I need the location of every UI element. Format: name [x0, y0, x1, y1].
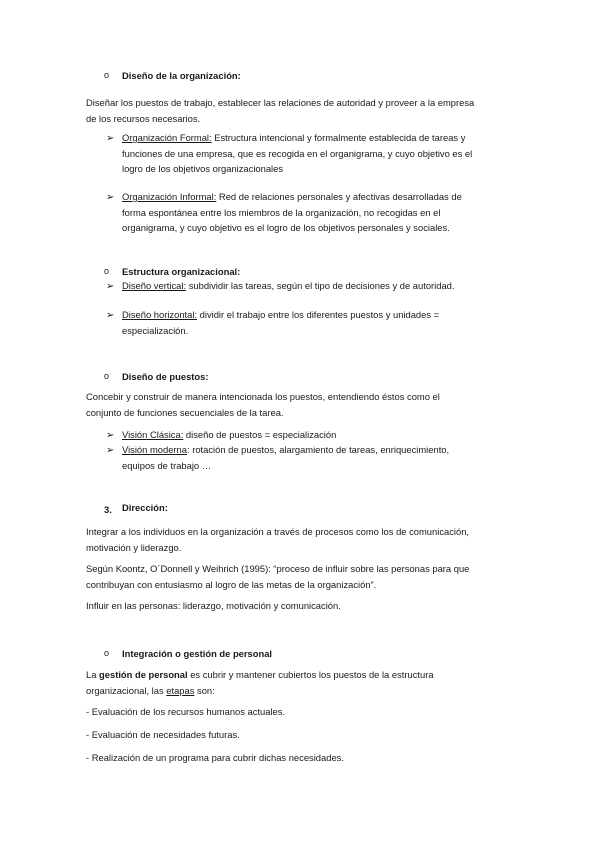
paragraph: Concebir y construir de manera intencionada los puestos, entendiendo éstos como el conjunto de funciones secuenciales de la tarea. — [86, 391, 440, 418]
list-item: Organización Informal: Red de relaciones personales y afectivas desarrolladas de forma espontánea entre los miembros de la organización, no recogidas en el organigrama, y cuyo objetivo es el logro de los objetivos personales y sociales. — [122, 191, 462, 233]
arrow-bullet-icon: ➢ — [106, 430, 115, 441]
section-heading: Diseño de la organización: — [122, 70, 241, 81]
arrow-bullet-icon: ➢ — [106, 310, 115, 321]
section-heading: Dirección: — [122, 502, 168, 513]
arrow-bullet-icon: ➢ — [106, 445, 115, 456]
circle-bullet-icon: o — [104, 266, 110, 276]
section-number: 3. — [104, 504, 112, 515]
list-item: - Evaluación de necesidades futuras. — [86, 729, 240, 740]
circle-bullet-icon: o — [104, 648, 110, 658]
list-item: - Evaluación de los recursos humanos actuales. — [86, 706, 286, 717]
arrow-bullet-icon: ➢ — [106, 133, 115, 144]
paragraph: La gestión de personal es cubrir y mantener cubiertos los puestos de la estructura organizacional, las etapas son: — [86, 669, 434, 696]
section-heading: Diseño de puestos: — [122, 371, 209, 382]
list-item: Diseño horizontal: dividir el trabajo entre los diferentes puestos y unidades = especialización. — [122, 309, 440, 336]
list-item: Visión Clásica: diseño de puestos = especialización — [122, 429, 337, 440]
paragraph: Según Koontz, O´Donnell y Weihrich (1995): “proceso de influir sobre las personas para que contribuyan con entusiasmo al logro de las metas de la organización”. — [86, 563, 470, 590]
list-item: Diseño vertical: subdividir las tareas, según el tipo de decisiones y de autoridad. — [122, 280, 455, 291]
list-item: Visión moderna: rotación de puestos, alargamiento de tareas, enriquecimiento, equipos de trabajo … — [122, 444, 450, 471]
paragraph: Integrar a los individuos en la organización a través de procesos como los de comunicación, motivación y liderazgo. — [86, 526, 470, 553]
list-item: Organización Formal: Estructura intencional y formalmente establecida de tareas y funciones de una empresa, que es recogida en el organigrama, y cuyo objetivo es el logro de los objetivos organizacionales — [122, 132, 473, 174]
section-heading: Estructura organizacional: — [122, 266, 241, 277]
list-item: - Realización de un programa para cubrir dichas necesidades. — [86, 752, 344, 763]
arrow-bullet-icon: ➢ — [106, 192, 115, 203]
section-heading: Integración o gestión de personal — [122, 648, 273, 659]
circle-bullet-icon: o — [104, 70, 110, 80]
paragraph: Influir en las personas: liderazgo, motivación y comunicación. — [86, 600, 341, 611]
arrow-bullet-icon: ➢ — [106, 281, 115, 292]
paragraph: Diseñar los puestos de trabajo, establecer las relaciones de autoridad y proveer a la empresa de los recursos necesarios. — [86, 97, 475, 124]
circle-bullet-icon: o — [104, 371, 110, 381]
